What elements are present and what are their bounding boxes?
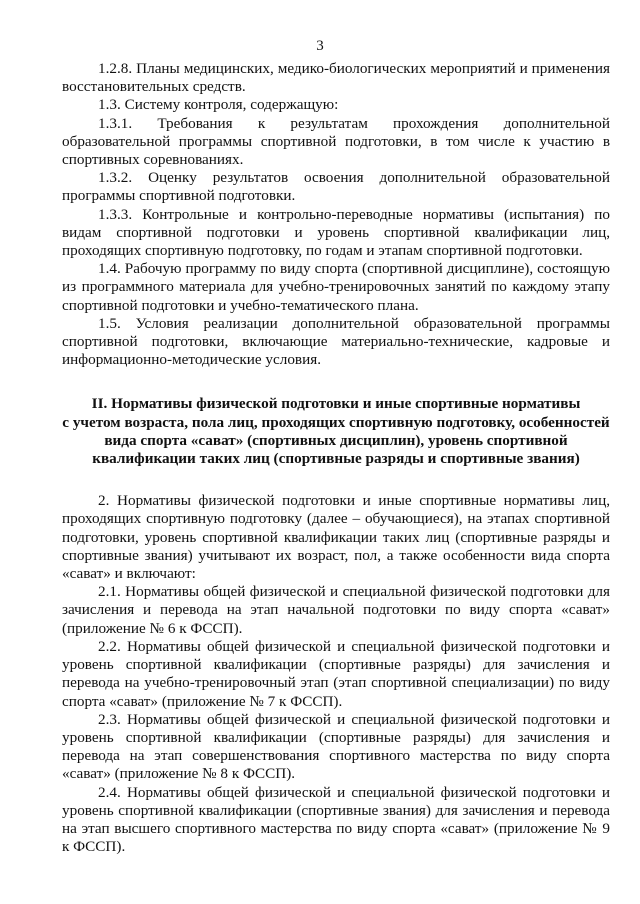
paragraph-2-4: 2.4. Нормативы общей физической и специальной физической подготовки и уровень спортивной квалификации (спортивные звания) для зачисления и перевода на этап высшего спортивного мастерства по виду спорта «сават» (приложение № 9 к ФССП). bbox=[62, 783, 610, 856]
paragraph-2-1: 2.1. Нормативы общей физической и специальной физической подготовки для зачисления и перевода на этап начальной подготовки по виду спорта «сават» (приложение № 6 к ФССП). bbox=[62, 583, 610, 637]
paragraph-1-4: 1.4. Рабочую программу по виду спорта (спортивной дисциплине), состоящую из программного материала для учебно-тренировочных занятий по каждому этапу спортивной подготовки и учебно-тематического плана. bbox=[62, 260, 610, 314]
page-number: 3 bbox=[316, 38, 324, 54]
paragraph-1-3-3: 1.3.3. Контрольные и контрольно-переводные нормативы (испытания) по видам спортивной подготовки и уровень спортивной квалификации лиц, проходящих спортивную подготовку, по годам и этапам спортивной подготовки. bbox=[62, 205, 610, 260]
document-body bbox=[62, 60, 610, 856]
paragraph-1-2-8: 1.2.8. Планы медицинских, медико-биологических мероприятий и применения восстановительных средств. bbox=[62, 60, 610, 96]
paragraph-1-3: 1.3. Систему контроля, содержащую: bbox=[98, 96, 339, 114]
section-heading-line: вида спорта «сават» (спортивных дисциплин), уровень спортивной bbox=[104, 431, 568, 449]
section-heading bbox=[62, 395, 610, 468]
paragraph-2-2: 2.2. Нормативы общей физической и специальной физической подготовки и уровень спортивной квалификации (спортивные разряды) для зачисления и перевода на учебно-тренировочный этап (этап спортивной специализации) по виду спорта «сават» (приложение № 7 к ФССП). bbox=[62, 637, 610, 710]
section-heading-line: квалификации таких лиц (спортивные разряды и спортивные звания) bbox=[92, 450, 580, 468]
paragraph-2-3: 2.3. Нормативы общей физической и специальной физической подготовки и уровень спортивной квалификации (спортивные разряды) для зачисления и перевода на этап совершенствования спортивного мастерства по виду спорта «сават» (приложение № 8 к ФССП). bbox=[62, 710, 610, 783]
section-heading-line: II. Нормативы физической подготовки и иные спортивные нормативы bbox=[91, 395, 581, 413]
paragraph-1-3-2: 1.3.2. Оценку результатов освоения дополнительной образовательной программы спортивной подготовки. bbox=[62, 169, 610, 205]
paragraph-1-3-1: 1.3.1. Требования к результатам прохождения дополнительной образовательной программы спортивной подготовки, в том числе к участию в спортивных соревнованиях. bbox=[62, 114, 610, 169]
paragraph-1-5: 1.5. Условия реализации дополнительной образовательной программы спортивной подготовки, включающие материально-технические, кадровые и информационно-методические условия. bbox=[62, 314, 610, 369]
section-heading-line: с учетом возраста, пола лиц, проходящих спортивную подготовку, особенностей bbox=[62, 413, 610, 431]
paragraph-2: 2. Нормативы физической подготовки и иные спортивные нормативы лиц, проходящих спортивную подготовку (далее – обучающиеся), на этапах спортивной подготовки, уровень спортивной квалификации таких лиц (спортивные разряды и спортивные звания) учитывают их возраст, пол, а также особенности вида спорта «сават» и включают: bbox=[62, 492, 610, 583]
